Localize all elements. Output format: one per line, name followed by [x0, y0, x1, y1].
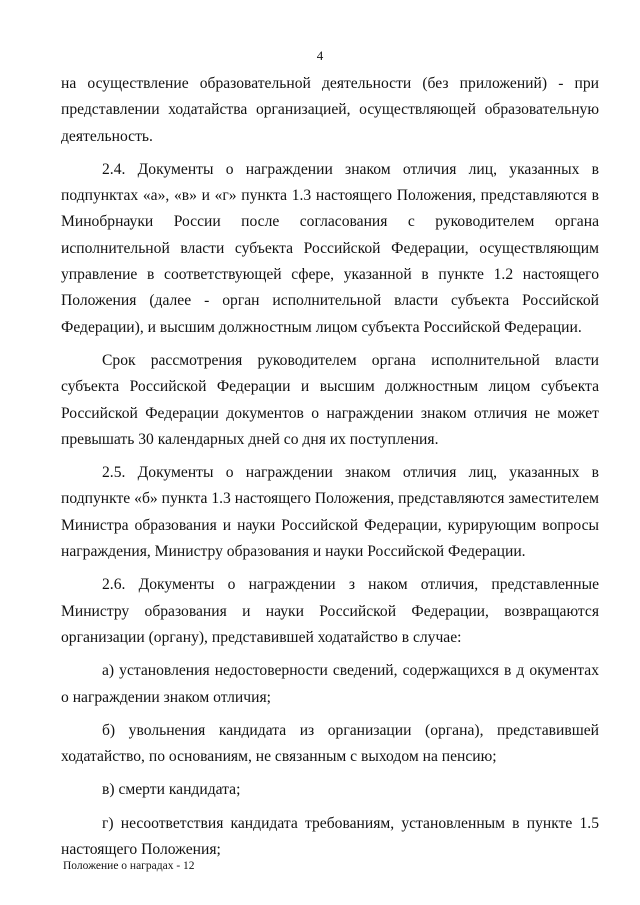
paragraph-2-4: 2.4. Документы о награждении знаком отличия лиц, указанных в подпунктах «а», «в» и «г» пункта 1.3 настоящего Положения, представляются в Минобрнауки России после согласования с руководителем органа исполнительной власти субъекта Российской Федерации, осуществляющим управление в соответствующей сфере, указанной в пункте 1.2 настоящего Положения (далее - орган исполнительной власти субъекта Российской Федерации), и высшим должностным лицом субъекта Российской Федерации. — [61, 160, 599, 336]
list-item-a: а) установления недостоверности сведений, содержащихся в д окументах о награждении знаком отличия; — [61, 662, 599, 706]
page-number: 4 — [316, 48, 324, 63]
page-footer: Положение о наградах - 12 — [63, 860, 195, 872]
document-body — [61, 71, 599, 863]
list-item-b: б) увольнения кандидата из организации (органа), представившей ходатайство, по основаниям, не связанным с выходом на пенсию; — [61, 721, 599, 766]
paragraph-continuation: на осуществление образовательной деятельности (без приложений) - при представлении ходатайства организацией, осуществляющей образовательную деятельность. — [61, 75, 599, 145]
paragraph-2-5: 2.5. Документы о награждении знаком отличия лиц, указанных в подпункте «б» пункта 1.3 настоящего Положения, представляются заместителем Министра образования и науки Российской Федерации, курирующим вопросы награждения, Министру образования и науки Российской Федерации. — [61, 464, 599, 561]
list-item-g: г) несоответствия кандидата требованиям, установленным в пункте 1.5 настоящего Положения; — [61, 814, 599, 859]
paragraph-review-term: Срок рассмотрения руководителем органа исполнительной власти субъекта Российской Федерации и высшим должностным лицом субъекта Российской Федерации документов о награждении знаком отличия не может превышать 30 календарных дней со дня их поступления. — [61, 351, 599, 448]
paragraph-2-6: 2.6. Документы о награждении з наком отличия, представленные Министру образования и науки Российской Федерации, возвращаются организации (органу), представившей ходатайство в случае: — [61, 576, 599, 646]
list-item-v: в) смерти кандидата; — [102, 781, 241, 799]
